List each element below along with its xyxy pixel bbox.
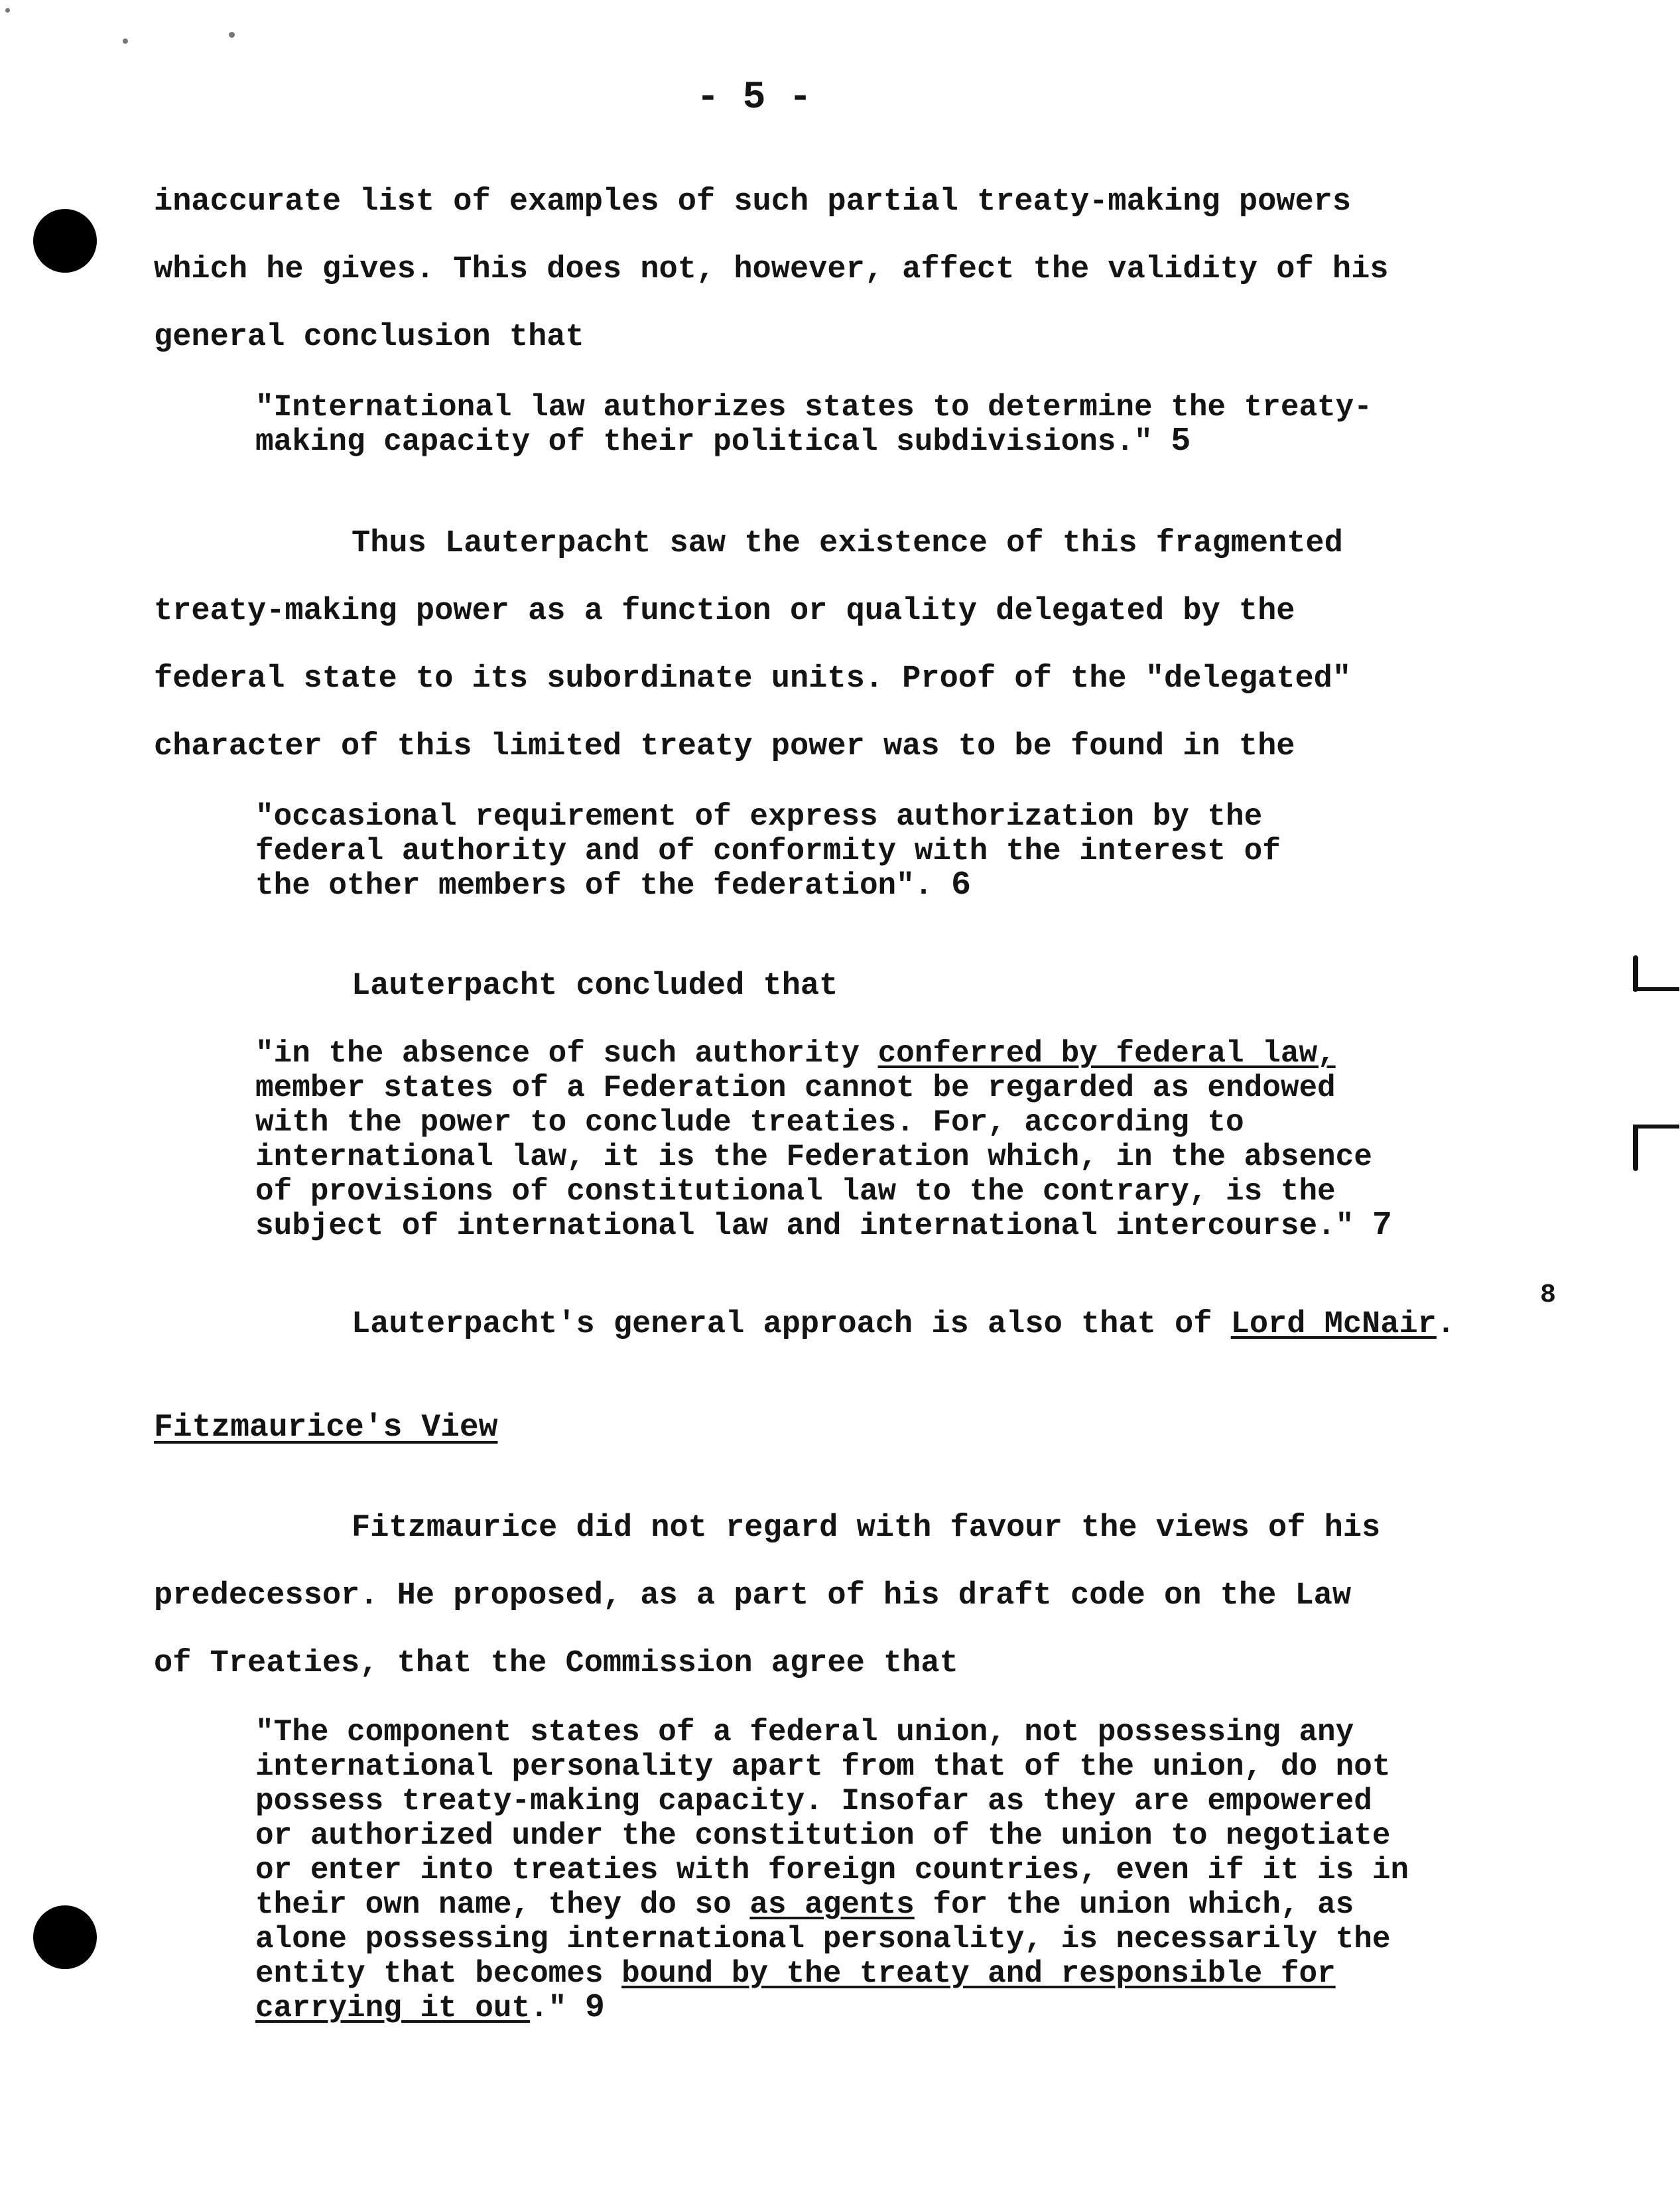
quote-line: with the power to conclude treaties. For, according to xyxy=(255,1105,1244,1140)
body-text-line: character of this limited treaty power was to be found in the xyxy=(154,729,1295,764)
block-quote xyxy=(255,1715,1409,2025)
body-text: Lauterpacht's general approach is also that of xyxy=(352,1307,1231,1342)
quote-line: possess treaty-making capacity. Insofar as they are empowered xyxy=(255,1784,1372,1818)
body-text-line: inaccurate list of examples of such partial treaty-making powers xyxy=(154,184,1352,220)
quote-line: alone possessing international personality, is necessarily the xyxy=(255,1922,1391,1956)
quote-line xyxy=(255,1887,1409,1922)
quote-line: federal authority and of conformity with the interest of xyxy=(255,834,1281,868)
edge-bracket-mark xyxy=(1633,955,1638,992)
body-text-line: Thus Lauterpacht saw the existence of this fragmented xyxy=(352,526,1343,561)
punch-hole-bottom xyxy=(33,1905,97,1969)
footnote-marker: 8 xyxy=(1540,1280,1557,1310)
block-quote xyxy=(255,799,1281,903)
quote-text: ." xyxy=(530,1991,567,2025)
quote-line: "The component states of a federal union, not possessing any xyxy=(255,1715,1354,1749)
body-text-line: predecessor. He proposed, as a part of his draft code on the Law xyxy=(154,1578,1352,1613)
footnote-marker: 9 xyxy=(584,1989,605,2027)
quote-line: of provisions of constitutional law to the contrary, is the xyxy=(255,1174,1336,1209)
block-quote xyxy=(255,390,1372,459)
quote-line xyxy=(255,425,1372,459)
body-text-line: treaty-making power as a function or quality delegated by the xyxy=(154,594,1295,629)
edge-bracket-mark xyxy=(1633,987,1679,991)
quote-line: international personality apart from that of the union, do not xyxy=(255,1749,1391,1784)
page-number: - 5 - xyxy=(696,76,812,119)
body-text-line xyxy=(352,1307,1455,1342)
scan-speck xyxy=(229,32,235,38)
quote-line: "International law authorizes states to determine the treaty- xyxy=(255,390,1372,425)
quote-line: international law, it is the Federation which, in the absence xyxy=(255,1140,1372,1174)
underlined-text: bound by the treaty and responsible for xyxy=(621,1956,1336,1991)
quote-text: entity that becomes xyxy=(255,1956,622,1991)
underlined-text: as agents xyxy=(749,1887,915,1922)
underlined-text: Lord McNair xyxy=(1230,1307,1437,1342)
edge-bracket-mark xyxy=(1633,1125,1638,1171)
block-quote xyxy=(255,1036,1392,1243)
body-text: . xyxy=(1436,1307,1456,1342)
edge-bracket-mark xyxy=(1633,1125,1679,1129)
footnote-marker: 7 xyxy=(1372,1207,1392,1245)
quote-line xyxy=(255,868,1281,903)
quote-line xyxy=(255,1991,1409,2025)
footnote-marker: 6 xyxy=(950,866,971,904)
quote-line: "occasional requirement of express authorization by the xyxy=(255,799,1263,834)
quote-text: their own name, they do so xyxy=(255,1887,750,1922)
quote-line: or authorized under the constitution of the union to negotiate xyxy=(255,1818,1391,1853)
quote-text: making capacity of their political subdivisions." xyxy=(255,425,1153,459)
quote-text: subject of international law and international intercourse." xyxy=(255,1209,1354,1243)
footnote-marker: 5 xyxy=(1171,423,1191,460)
underlined-text: conferred by federal law, xyxy=(877,1036,1336,1071)
scan-speck xyxy=(5,8,10,13)
body-text-line: Fitzmaurice did not regard with favour the views of his xyxy=(352,1511,1381,1546)
punch-hole-top xyxy=(33,209,97,273)
quote-line xyxy=(255,1956,1409,1991)
scan-speck xyxy=(123,38,128,44)
body-text-line: which he gives. This does not, however, affect the validity of his xyxy=(154,252,1389,287)
underlined-text: carrying it out xyxy=(255,1991,531,2025)
quote-text: the other members of the federation". xyxy=(255,868,933,903)
quote-text: "in the absence of such authority xyxy=(255,1036,878,1071)
body-text-line: federal state to its subordinate units. Proof of the "delegated" xyxy=(154,661,1352,697)
quote-line: member states of a Federation cannot be regarded as endowed xyxy=(255,1071,1336,1105)
body-text-line: of Treaties, that the Commission agree that xyxy=(154,1646,958,1681)
body-text-line: general conclusion that xyxy=(154,320,584,355)
quote-text: for the union which, as xyxy=(914,1887,1354,1922)
section-heading: Fitzmaurice's View xyxy=(154,1410,498,1446)
body-text-line: Lauterpacht concluded that xyxy=(352,969,838,1004)
quote-line xyxy=(255,1209,1392,1243)
quote-line xyxy=(255,1036,1392,1071)
quote-line: or enter into treaties with foreign countries, even if it is in xyxy=(255,1853,1409,1887)
